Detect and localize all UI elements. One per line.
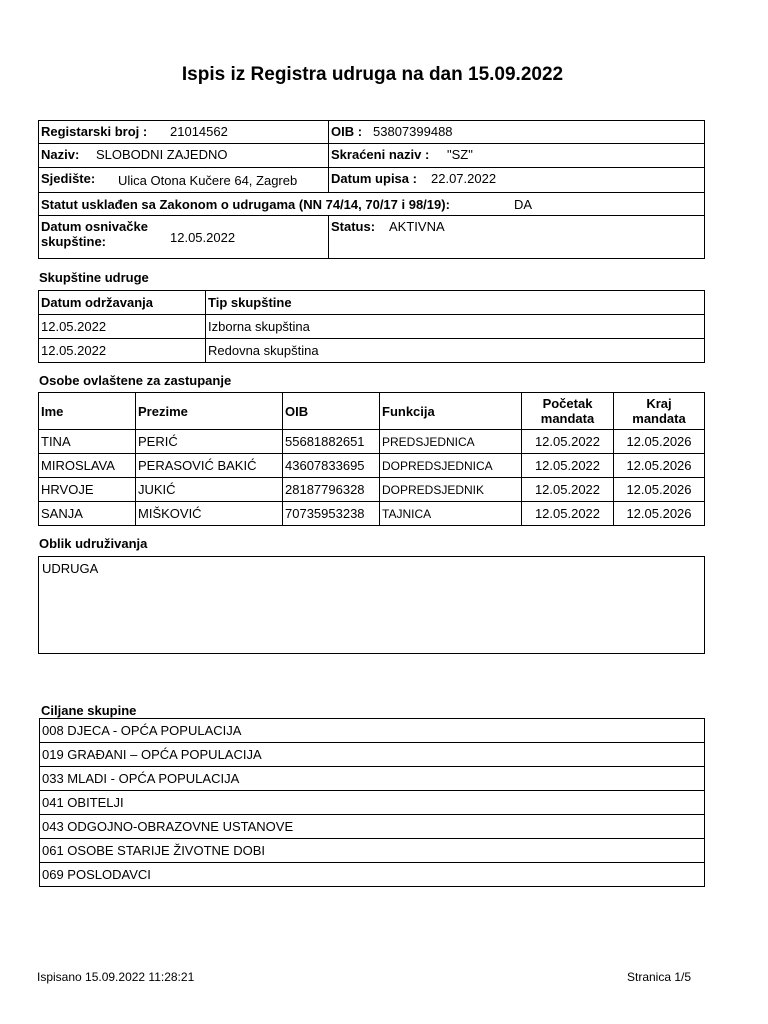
ciljana-skupina: 061 OSOBE STARIJE ŽIVOTNE DOBI: [40, 839, 705, 863]
reg-number-label: Registarski broj :: [41, 124, 148, 139]
osnivacke-label-line2: skupštine:: [41, 234, 107, 249]
osnivacke-label-line1: Datum osnivačke: [41, 219, 148, 234]
table-row: [39, 339, 705, 363]
sjediste-label: Sjedište:: [41, 171, 96, 186]
list-item: [40, 791, 705, 815]
osobe-heading: Osobe ovlaštene za zastupanje: [39, 373, 232, 388]
osoba-funkcija: DOPREDSJEDNICA: [380, 454, 522, 478]
osoba-pocetak: 12.05.2022: [522, 502, 614, 526]
skupstina-tip: Izborna skupština: [206, 315, 705, 339]
oblik-value: UDRUGA: [42, 561, 99, 576]
col-oib: OIB: [283, 393, 380, 430]
list-item: [40, 767, 705, 791]
status-value: AKTIVNA: [389, 219, 445, 234]
osoba-funkcija: TAJNICA: [380, 502, 522, 526]
col-pocetak-line2: mandata: [540, 411, 595, 426]
ciljana-skupina: 043 ODGOJNO-OBRAZOVNE USTANOVE: [40, 815, 705, 839]
osoba-kraj: 12.05.2026: [614, 454, 705, 478]
osoba-oib: 70735953238: [283, 502, 380, 526]
reg-number-value: 21014562: [170, 124, 228, 139]
list-item: [40, 839, 705, 863]
col-datum-odrzavanja: Datum održavanja: [39, 291, 206, 315]
skupstina-tip: Redovna skupština: [206, 339, 705, 363]
list-item: [40, 863, 705, 887]
oib-label: OIB :: [331, 124, 363, 139]
datum-upisa-value: 22.07.2022: [431, 171, 497, 186]
osoba-pocetak: 12.05.2022: [522, 454, 614, 478]
skupstine-table: [38, 290, 705, 363]
table-header-row: [39, 393, 705, 430]
page-number: Stranica 1/5: [627, 970, 692, 984]
ciljane-table: [39, 718, 705, 887]
osoba-funkcija: DOPREDSJEDNIK: [380, 478, 522, 502]
oblik-heading: Oblik udruživanja: [39, 536, 148, 551]
osoba-ime: MIROSLAVA: [39, 454, 136, 478]
col-prezime: Prezime: [136, 393, 283, 430]
col-kraj-line1: Kraj: [646, 396, 672, 411]
col-funkcija: Funkcija: [380, 393, 522, 430]
statut-value: DA: [514, 197, 533, 212]
skupstina-datum: 12.05.2022: [39, 339, 206, 363]
osoba-oib: 55681882651: [283, 430, 380, 454]
status-label: Status:: [331, 219, 376, 234]
osoba-pocetak: 12.05.2022: [522, 430, 614, 454]
osoba-ime: HRVOJE: [39, 478, 136, 502]
osoba-prezime: PERASOVIĆ BAKIĆ: [136, 454, 283, 478]
table-row: [39, 430, 705, 454]
oib-value: 53807399488: [373, 124, 453, 139]
osoba-kraj: 12.05.2026: [614, 478, 705, 502]
col-tip-skupstine: Tip skupštine: [206, 291, 705, 315]
printed-timestamp: Ispisano 15.09.2022 11:28:21: [37, 970, 195, 984]
page-title: Ispis iz Registra udruga na dan 15.09.2022: [181, 64, 564, 85]
col-kraj-mandata: [614, 393, 705, 430]
table-row: [39, 454, 705, 478]
ciljana-skupina: 033 MLADI - OPĆA POPULACIJA: [40, 767, 705, 791]
list-item: [40, 815, 705, 839]
ciljana-skupina: 041 OBITELJI: [40, 791, 705, 815]
oblik-box: [38, 556, 705, 654]
col-pocetak-line1: Početak: [542, 396, 593, 411]
table-row: [39, 502, 705, 526]
col-ime: Ime: [39, 393, 136, 430]
naziv-value: SLOBODNI ZAJEDNO: [96, 147, 228, 162]
osoba-pocetak: 12.05.2022: [522, 478, 614, 502]
osoba-ime: TINA: [39, 430, 136, 454]
osoba-kraj: 12.05.2026: [614, 502, 705, 526]
ciljana-skupina: 019 GRAĐANI – OPĆA POPULACIJA: [40, 743, 705, 767]
osoba-ime: SANJA: [39, 502, 136, 526]
osoba-prezime: PERIĆ: [136, 430, 283, 454]
col-pocetak-mandata: [522, 393, 614, 430]
statut-label: Statut usklađen sa Zakonom o udrugama (NN 74/14, 70/17 i 98/19):: [41, 197, 450, 212]
skraceni-naziv-value: "SZ": [447, 147, 473, 162]
osnivacke-skupstine-label: [41, 219, 148, 249]
naziv-label: Naziv:: [41, 147, 80, 162]
osnivacke-skupstine-value: 12.05.2022: [170, 230, 236, 245]
osoba-oib: 28187796328: [283, 478, 380, 502]
osoba-prezime: JUKIĆ: [136, 478, 283, 502]
ciljane-heading: Ciljane skupine: [41, 703, 137, 718]
ciljana-skupina: 008 DJECA - OPĆA POPULACIJA: [40, 719, 705, 743]
skupstina-datum: 12.05.2022: [39, 315, 206, 339]
osoba-prezime: MIŠKOVIĆ: [136, 502, 283, 526]
ciljana-skupina: 069 POSLODAVCI: [40, 863, 705, 887]
skraceni-naziv-label: Skraćeni naziv :: [331, 147, 430, 162]
table-row: [39, 315, 705, 339]
table-row: [39, 478, 705, 502]
table-header-row: [39, 291, 705, 315]
list-item: [40, 719, 705, 743]
osobe-table: [38, 392, 705, 526]
sjediste-value: Ulica Otona Kučere 64, Zagreb: [118, 173, 298, 188]
datum-upisa-label: Datum upisa :: [331, 171, 417, 186]
osoba-kraj: 12.05.2026: [614, 430, 705, 454]
skupstine-heading: Skupštine udruge: [39, 270, 149, 285]
col-kraj-line2: mandata: [632, 411, 686, 426]
osoba-funkcija: PREDSJEDNICA: [380, 430, 522, 454]
osoba-oib: 43607833695: [283, 454, 380, 478]
list-item: [40, 743, 705, 767]
